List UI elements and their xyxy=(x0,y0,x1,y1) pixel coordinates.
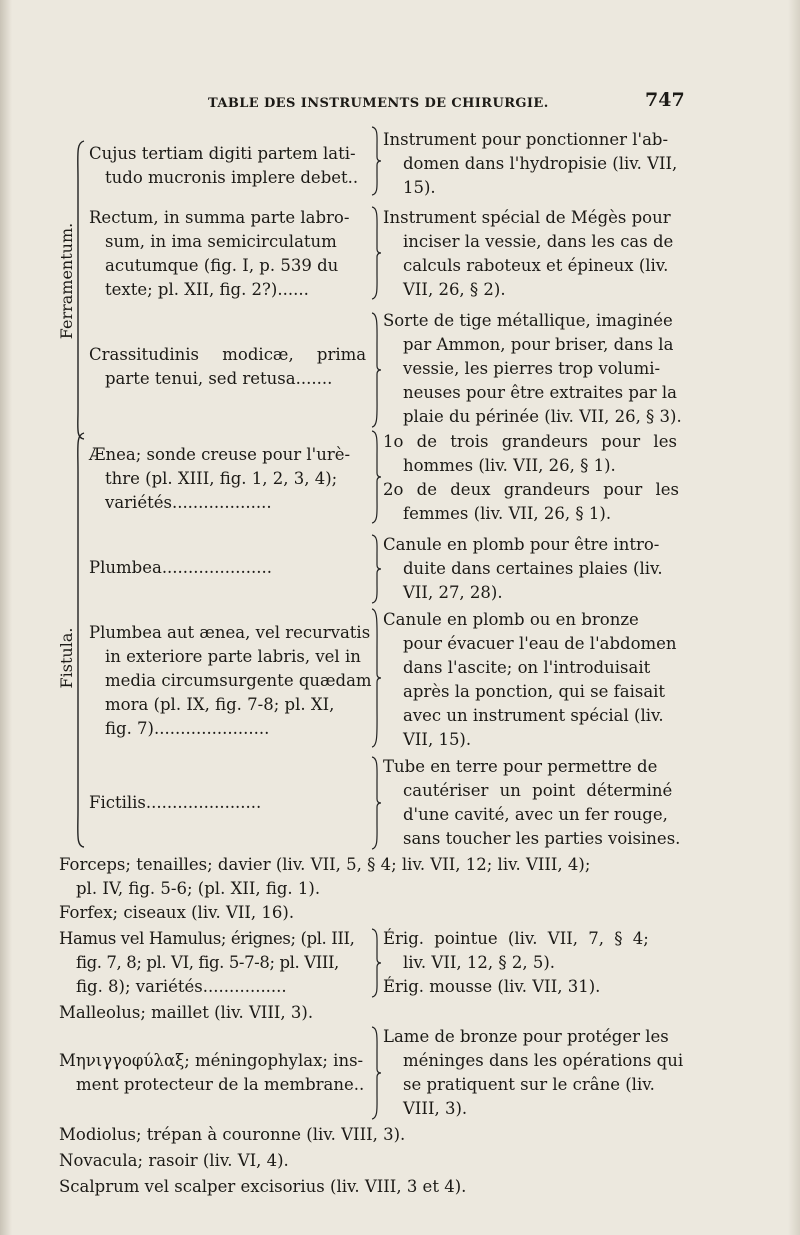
entry-term-line: fig. 7)...................... xyxy=(105,719,270,738)
entry-description-line: Instrument pour ponctionner l'ab- xyxy=(383,130,669,149)
entry-term-line: fig. 8); variétés................ xyxy=(76,977,287,996)
entry-brace xyxy=(370,126,382,196)
entry-term-line: Μηνιγγοφύλαξ; méningophylax; ins- xyxy=(59,1051,364,1070)
entry-brace xyxy=(370,206,382,300)
entry-line: pl. IV, fig. 5-6; (pl. XII, fig. 1). xyxy=(76,879,321,898)
entry-description-line: hommes (liv. VII, 26, § 1). xyxy=(403,456,616,475)
entry-description-line: liv. VII, 12, § 2, 5). xyxy=(403,953,555,972)
entry-description-line: 15). xyxy=(403,178,436,197)
entry-description-line: inciser la vessie, dans les cas de xyxy=(403,232,674,251)
entry-term-line: Cujus tertiam digiti partem lati- xyxy=(89,144,356,163)
entry-brace xyxy=(370,928,382,998)
entry-description-line: pour évacuer l'eau de l'abdomen xyxy=(403,634,677,653)
entry-description-line: VII, 26, § 2). xyxy=(403,280,506,299)
entry-term-line: parte tenui, sed retusa....... xyxy=(105,369,333,388)
entry-description-line: Lame de bronze pour protéger les xyxy=(383,1027,669,1046)
entry-term-line: sum, in ima semicirculatum xyxy=(105,232,337,251)
entry-description-line: Canule en plomb ou en bronze xyxy=(383,610,639,629)
entry-description-line: vessie, les pierres trop volumi- xyxy=(403,359,661,378)
entry-line: Forceps; tenailles; davier (liv. VII, 5, § 4; liv. VII, 12; liv. VIII, 4); xyxy=(59,855,591,874)
entry-description-line: dans l'ascite; on l'introduisait xyxy=(403,658,651,677)
entry-description-line: duite dans certaines plaies (liv. xyxy=(403,559,663,578)
group-label-fistula: Fistula. xyxy=(57,627,76,689)
entry-description-line: 1o de trois grandeurs pour les xyxy=(383,432,677,451)
entry-description-line: Sorte de tige métallique, imaginée xyxy=(383,311,673,330)
page-edge-shadow xyxy=(788,0,800,1235)
group-brace-fistula xyxy=(70,432,86,848)
entry-modiolus: Modiolus; trépan à couronne (liv. VIII, 3). xyxy=(59,1125,406,1144)
entry-description-line: sans toucher les parties voisines. xyxy=(403,829,681,848)
entry-malleolus: Malleolus; maillet (liv. VIII, 3). xyxy=(59,1003,314,1022)
entry-description-line: cautériser un point déterminé xyxy=(403,781,673,800)
entry-brace xyxy=(370,1026,382,1120)
entry-brace xyxy=(370,312,382,428)
entry-term-line: Plumbea..................... xyxy=(89,558,272,577)
entry-description-line: Instrument spécial de Mégès pour xyxy=(383,208,671,227)
entry-forfex: Forfex; ciseaux (liv. VII, 16). xyxy=(59,903,295,922)
entry-term-line: Crassitudinis modicæ, prima xyxy=(89,345,367,364)
running-head: TABLE DES INSTRUMENTS DE CHIRURGIE. xyxy=(208,96,549,111)
entry-term-line: ment protecteur de la membrane.. xyxy=(76,1075,365,1094)
entry-brace xyxy=(370,756,382,850)
page-number: 747 xyxy=(645,89,685,111)
entry-description-line: après la ponction, qui se faisait xyxy=(403,682,666,701)
entry-description-line: Érig. pointue (liv. VII, 7, § 4; xyxy=(383,929,649,948)
group-label-ferramentum: Ferramentum. xyxy=(57,222,76,340)
entry-term-line: Fictilis...................... xyxy=(89,793,262,812)
entry-term-line: in exteriore parte labris, vel in xyxy=(105,647,361,666)
entry-term-line: Rectum, in summa parte labro- xyxy=(89,208,350,227)
entry-description-line: VIII, 3). xyxy=(403,1099,468,1118)
entry-description-line: se pratiquent sur le crâne (liv. xyxy=(403,1075,655,1094)
entry-term-line: Plumbea aut ænea, vel recurvatis xyxy=(89,623,371,642)
entry-description-line: Érig. mousse (liv. VII, 31). xyxy=(383,977,601,996)
entry-term-line: variétés................... xyxy=(105,493,272,512)
entry-term-line: mora (pl. IX, fig. 7-8; pl. XI, xyxy=(105,695,335,714)
entry-description-line: femmes (liv. VII, 26, § 1). xyxy=(403,504,612,523)
entry-term-line: thre (pl. XIII, fig. 1, 2, 3, 4); xyxy=(105,469,338,488)
entry-novacula: Novacula; rasoir (liv. VI, 4). xyxy=(59,1151,289,1170)
entry-description-line: Canule en plomb pour être intro- xyxy=(383,535,660,554)
page-edge-shadow xyxy=(0,0,12,1235)
entry-description-line: VII, 15). xyxy=(403,730,472,749)
entry-description-line: neuses pour être extraites par la xyxy=(403,383,677,402)
entry-description-line: domen dans l'hydropisie (liv. VII, xyxy=(403,154,678,173)
entry-description-line: par Ammon, pour briser, dans la xyxy=(403,335,674,354)
entry-term-line: tudo mucronis implere debet.. xyxy=(105,168,359,187)
entry-term-line: Ænea; sonde creuse pour l'urè- xyxy=(89,445,351,464)
entry-term-line: Hamus vel Hamulus; érignes; (pl. III, xyxy=(59,929,355,948)
entry-description-line: avec un instrument spécial (liv. xyxy=(403,706,664,725)
entry-term-line: texte; pl. XII, fig. 2?)...... xyxy=(105,280,309,299)
entry-brace xyxy=(370,534,382,604)
entry-description-line: calculs raboteux et épineux (liv. xyxy=(403,256,669,275)
group-brace-ferramentum xyxy=(70,140,86,440)
entry-brace xyxy=(370,430,382,524)
entry-description-line: 2o de deux grandeurs pour les xyxy=(383,480,679,499)
entry-description-line: VII, 27, 28). xyxy=(403,583,503,602)
entry-term-line: fig. 7, 8; pl. VI, fig. 5-7-8; pl. VIII, xyxy=(76,953,339,972)
entry-description-line: Tube en terre pour permettre de xyxy=(383,757,658,776)
entry-term-line: acutumque (fig. I, p. 539 du xyxy=(105,256,339,275)
entry-description-line: méninges dans les opérations qui xyxy=(403,1051,684,1070)
entry-brace xyxy=(370,608,382,748)
entry-description-line: plaie du périnée (liv. VII, 26, § 3). xyxy=(403,407,682,426)
entry-term-line: media circumsurgente quædam xyxy=(105,671,372,690)
entry-description-line: d'une cavité, avec un fer rouge, xyxy=(403,805,668,824)
entry-scalprum: Scalprum vel scalper excisorius (liv. VIII, 3 et 4). xyxy=(59,1177,467,1196)
